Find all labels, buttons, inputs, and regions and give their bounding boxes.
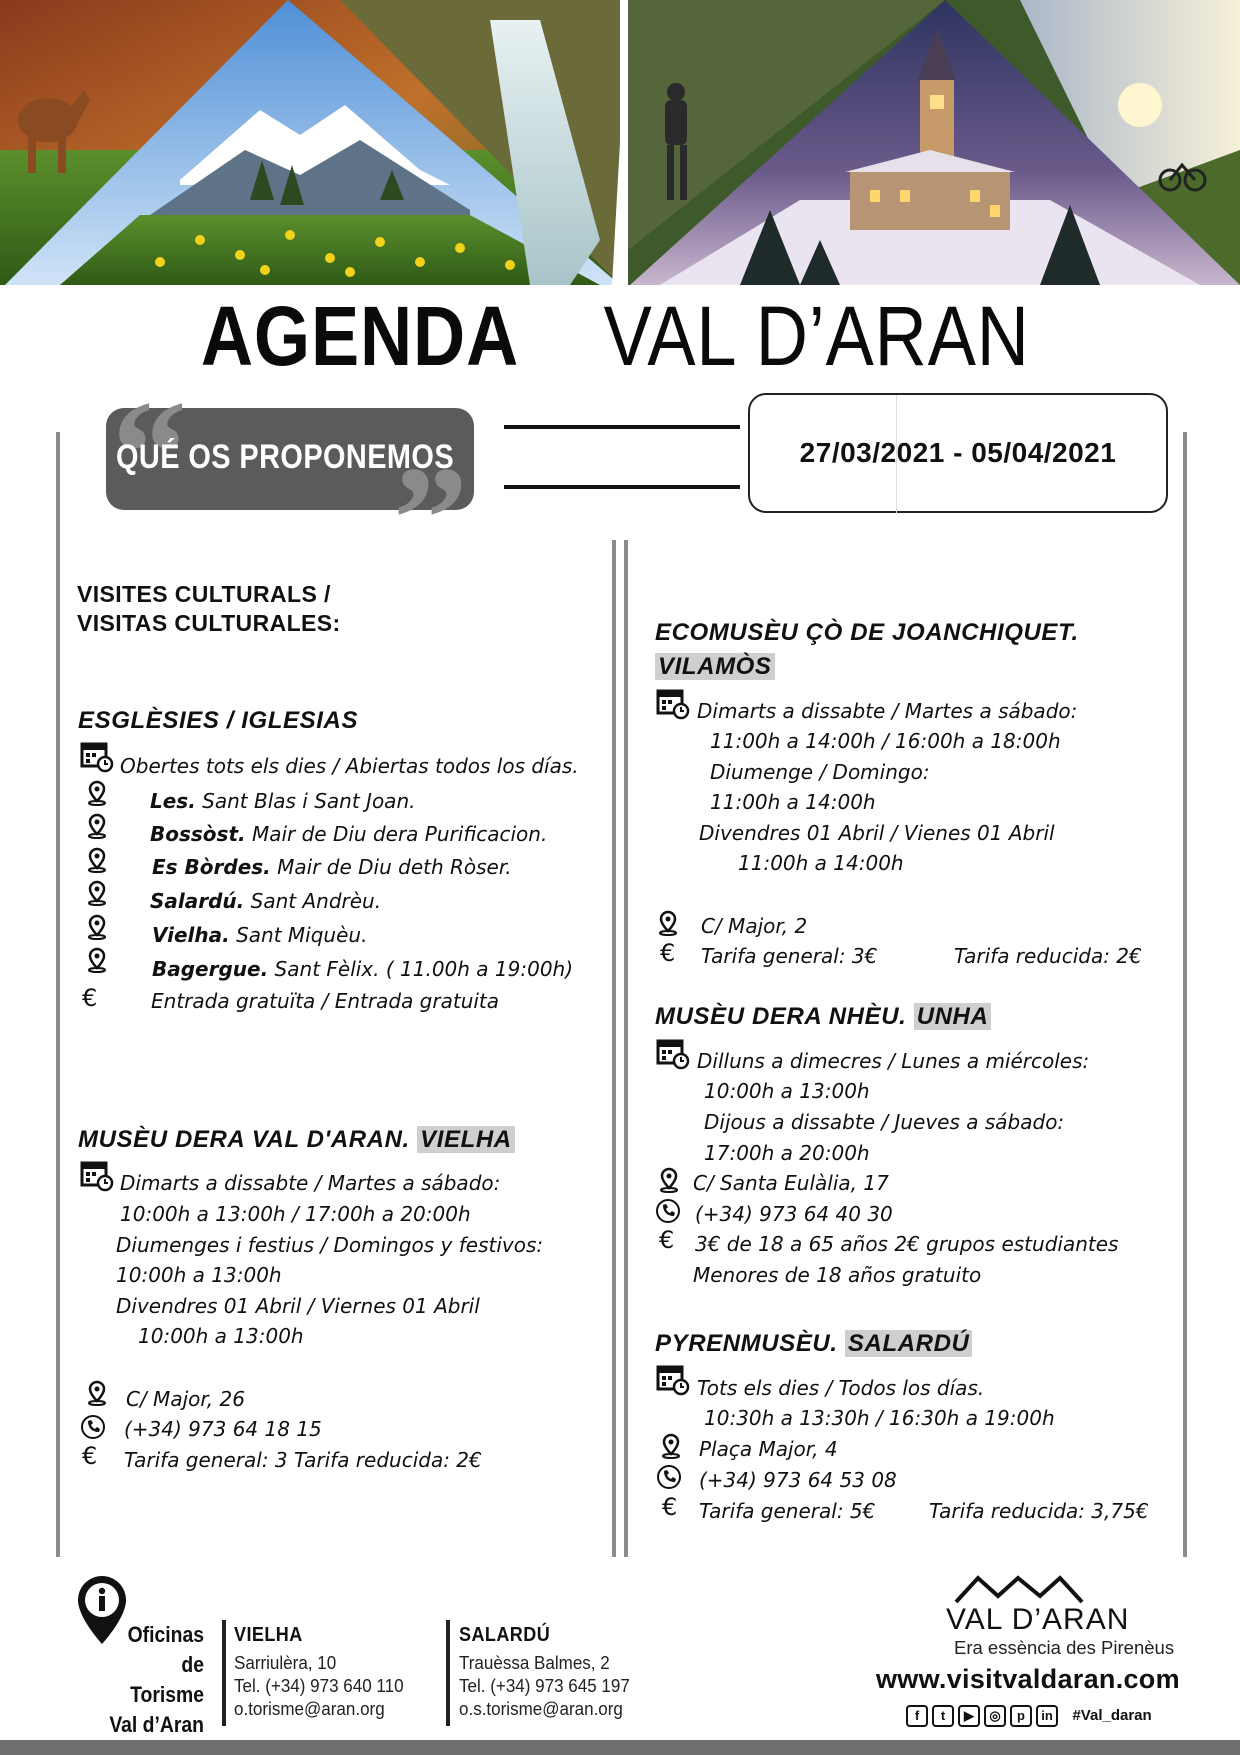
venue-price-general: Tarifa general: 5€ [699, 1499, 876, 1523]
venue-address: C/ Santa Eulàlia, 17 [693, 1171, 889, 1195]
brand-name: VAL D’ARAN [946, 1603, 1130, 1636]
vielha-office [234, 1624, 418, 1720]
nheu-heading [655, 1003, 991, 1031]
office-phone: Tel. (+34) 973 640 110 [234, 1675, 404, 1696]
venue-address: Plaça Major, 4 [699, 1437, 838, 1461]
salardu-office [459, 1624, 645, 1720]
euro-icon: € [82, 984, 98, 1012]
church-detail: Mair de Diu deth Ròser. [270, 855, 512, 879]
location-pin-icon [655, 910, 681, 936]
mountains-logo-icon [954, 1574, 1084, 1604]
brand-tagline: Era essència des Pirenèus [954, 1637, 1175, 1658]
venue-town: VIELHA [417, 1126, 515, 1153]
venue-phone: (+34) 973 64 18 15 [124, 1417, 322, 1441]
header-photo-collage [0, 0, 1240, 285]
museu-val-heading [78, 1126, 515, 1154]
schedule-line: 11:00h a 14:00h / 16:00h a 18:00h [710, 729, 1061, 753]
church-detail: Sant Blas i Sant Joan. [195, 789, 416, 813]
schedule-line: 11:00h a 14:00h [710, 790, 876, 814]
frame-right-bar [1183, 432, 1187, 1557]
twitter-icon[interactable]: t [932, 1705, 954, 1727]
venue-name: MUSÈU DERA NHÈU. [655, 1003, 907, 1030]
churches-price: Entrada gratuïta / Entrada gratuita [151, 989, 500, 1013]
church-place: Salardú. [150, 889, 245, 913]
ecomuseu-town-row [655, 653, 775, 681]
venue-name: MUSÈU DERA VAL D'ARAN. [78, 1126, 410, 1153]
church-place: Es Bòrdes. [152, 855, 271, 879]
venue-price-note: Menores de 18 años gratuito [693, 1263, 982, 1287]
schedule-line: 10:00h a 13:00h [138, 1324, 304, 1348]
office-email[interactable]: o.torisme@aran.org [234, 1698, 385, 1719]
church-item [150, 822, 547, 846]
venue-price-general: Tarifa general: 3€ [701, 944, 878, 968]
location-pin-icon [84, 914, 110, 940]
calendar-clock-icon [656, 1036, 690, 1070]
location-pin-icon [84, 847, 110, 873]
venue-town: SALARDÚ [845, 1330, 973, 1357]
offices-title [104, 1620, 204, 1740]
venue-town: VILAMÒS [655, 653, 775, 680]
category-title [77, 580, 341, 638]
title-light: VAL D’ARAN [604, 289, 1031, 383]
venue-phone: (+34) 973 64 40 30 [695, 1202, 893, 1226]
church-item [152, 855, 512, 879]
venue-name: PYRENMUSÈU. [655, 1330, 838, 1357]
schedule-line: 10:30h a 13:30h / 16:30h a 19:00h [704, 1406, 1055, 1430]
churches-heading: ESGLÈSIES / IGLESIAS [78, 707, 359, 734]
venue-town: UNHA [914, 1003, 992, 1030]
schedule-line: Diumenge / Domingo: [710, 760, 930, 784]
venue-phone: (+34) 973 64 53 08 [699, 1468, 897, 1492]
schedule-line: 10:00h a 13:00h / 17:00h a 20:00h [120, 1202, 471, 1226]
date-range: 27/03/2021 - 05/04/2021 [799, 437, 1117, 468]
schedule-line: Dimarts a dissabte / Martes a sábado: [697, 699, 1078, 723]
footer-separator [446, 1620, 450, 1726]
brand-hashtag: #Val_daran [1072, 1707, 1152, 1724]
brand-url[interactable]: www.visitvaldaran.com [876, 1664, 1180, 1694]
instagram-icon[interactable]: ◎ [984, 1705, 1006, 1727]
divider-line [504, 425, 740, 429]
location-pin-icon [658, 1433, 684, 1459]
venue-address: C/ Major, 2 [701, 914, 808, 938]
category-line: VISITAS CULTURALES: [77, 610, 341, 636]
church-place: Vielha. [152, 923, 230, 947]
facebook-icon[interactable]: f [906, 1705, 928, 1727]
office-address: Sarriulèra, 10 [234, 1652, 337, 1673]
churches-schedule: Obertes tots els dies / Abiertas todos los días. [120, 754, 579, 778]
calendar-clock-icon [656, 1362, 690, 1396]
euro-icon: € [659, 1226, 675, 1254]
location-pin-icon [84, 880, 110, 906]
category-line: VISITES CULTURALS / [77, 581, 331, 607]
office-phone: Tel. (+34) 973 645 197 [459, 1675, 630, 1696]
schedule-line: Diumenges i festius / Domingos y festivos: [116, 1233, 544, 1257]
date-range-box [748, 393, 1168, 513]
offices-title-line: Val d’Aran [109, 1712, 204, 1737]
church-detail: Sant Miquèu. [229, 923, 368, 947]
church-item [152, 923, 367, 947]
calendar-clock-icon [80, 739, 114, 773]
schedule-line: Dilluns a dimecres / Lunes a miércoles: [697, 1049, 1090, 1073]
phone-icon [80, 1414, 106, 1440]
office-city: SALARDÚ [459, 1624, 551, 1646]
schedule-line: Dimarts a dissabte / Martes a sábado: [120, 1171, 501, 1195]
phone-icon [656, 1464, 682, 1490]
church-detail: Sant Andrèu. [244, 889, 382, 913]
office-email[interactable]: o.s.torisme@aran.org [459, 1698, 623, 1719]
frame-center-bar [612, 540, 616, 1557]
schedule-line: 10:00h a 13:00h [116, 1263, 282, 1287]
schedule-line: Divendres 01 Abril / Vienes 01 Abril [699, 821, 1055, 845]
frame-left-bar [56, 432, 60, 1557]
church-place: Bagergue. [152, 957, 269, 981]
schedule-line: Dijous a dissabte / Jueves a sábado: [704, 1110, 1065, 1134]
location-pin-icon [84, 813, 110, 839]
church-item [150, 789, 415, 813]
bottom-band [0, 1740, 1240, 1755]
schedule-line: 10:00h a 13:00h [704, 1079, 870, 1103]
location-pin-icon [84, 947, 110, 973]
close-quote-icon: ” [393, 436, 468, 602]
schedule-line: 11:00h a 14:00h [738, 851, 904, 875]
social-icons [906, 1705, 1152, 1727]
church-item [152, 957, 573, 981]
euro-icon: € [662, 1493, 678, 1521]
church-item [150, 889, 381, 913]
venue-price-reduced: Tarifa reducida: 2€ [954, 944, 1142, 968]
calendar-clock-icon [80, 1158, 114, 1192]
footer-separator [222, 1620, 226, 1726]
youtube-icon[interactable]: ▶ [958, 1705, 980, 1727]
linkedin-icon[interactable]: in [1036, 1705, 1058, 1727]
schedule-line: Tots els dies / Todos los días. [697, 1376, 985, 1400]
church-place: Les. [150, 789, 196, 813]
church-place: Bossòst. [150, 822, 246, 846]
offices-title-line: Oficinas [127, 1622, 204, 1647]
location-pin-icon [84, 780, 110, 806]
phone-icon [655, 1198, 681, 1224]
church-detail: Sant Fèlix. ( 11.00h a 19:00h) [268, 957, 574, 981]
pyrenmuseu-heading [655, 1330, 972, 1358]
badge-label: QUÉ OS PROPONEMOS [116, 438, 455, 476]
ecomuseu-heading: ECOMUSÈU ÇÒ DE JOANCHIQUET. [655, 619, 1079, 646]
euro-icon: € [660, 939, 676, 967]
location-pin-icon [656, 1167, 682, 1193]
offices-title-line: de Torisme [130, 1652, 204, 1707]
divider-line [504, 485, 740, 489]
venue-price: 3€ de 18 a 65 años 2€ grupos estudiantes [695, 1232, 1119, 1256]
frame-center-bar [624, 540, 628, 1557]
pinterest-icon[interactable]: p [1010, 1705, 1032, 1727]
calendar-clock-icon [656, 686, 690, 720]
schedule-line: Divendres 01 Abril / Viernes 01 Abril [116, 1294, 480, 1318]
venue-price-reduced: Tarifa reducida: 3,75€ [929, 1499, 1149, 1523]
location-pin-icon [84, 1380, 110, 1406]
schedule-line: 17:00h a 20:00h [704, 1141, 870, 1165]
church-detail: Mair de Diu dera Purificacion. [245, 822, 548, 846]
title-bold: AGENDA [200, 289, 520, 383]
venue-address: C/ Major, 26 [126, 1387, 245, 1411]
venue-price: Tarifa general: 3 Tarifa reducida: 2€ [124, 1448, 482, 1472]
open-quote-icon: “ [112, 370, 187, 536]
euro-icon: € [82, 1442, 98, 1470]
office-address: Trauèssa Balmes, 2 [459, 1652, 610, 1673]
office-city: VIELHA [234, 1624, 303, 1646]
